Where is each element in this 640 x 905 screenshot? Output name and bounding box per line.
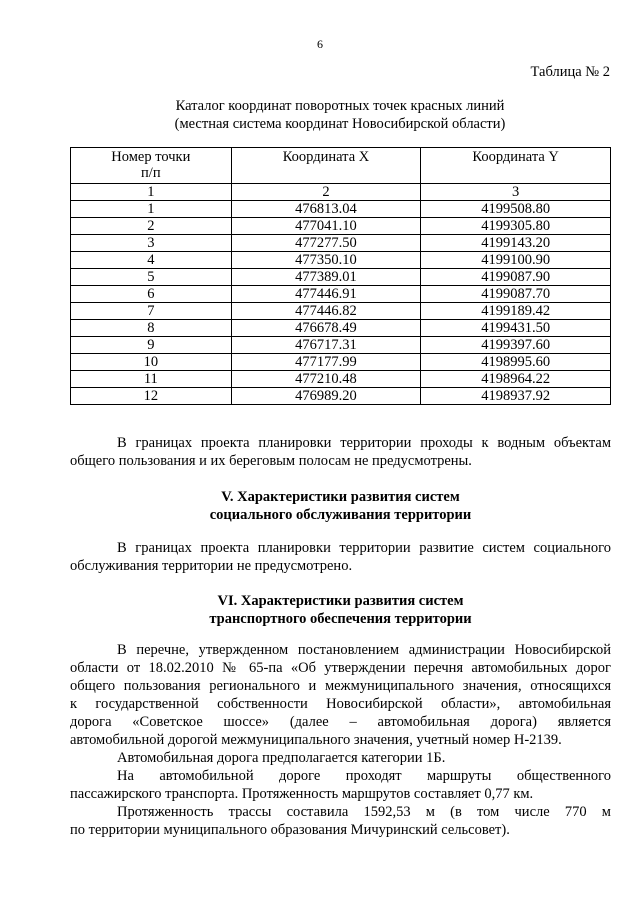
point-number-cell: 5 <box>71 269 232 286</box>
caption-line-2: (местная система координат Новосибирской области) <box>174 116 506 132</box>
paragraph-route-length: Протяженность трассы составила 1592,53 м (в том числе 770 м по территории муниципального образования Мичуринский сельсовет). <box>70 804 611 838</box>
section-6-heading: VI. Характеристики развития систем транспортного обеспечения территории <box>209 593 472 627</box>
table-row <box>71 303 611 320</box>
table-header-row <box>71 148 611 184</box>
coordinate-x-cell: 477446.82 <box>231 303 421 320</box>
table-row <box>71 388 611 405</box>
point-number-cell: 8 <box>71 320 232 337</box>
coordinate-y-cell: 4199305.80 <box>421 218 611 235</box>
paragraph-transit-routes: На автомобильной дороге проходят маршруты общественного пассажирского транспорта. Протяженность маршрутов составляет 0,77 км. <box>70 768 611 802</box>
table-row <box>71 337 611 354</box>
index-cell: 1 <box>71 184 232 201</box>
coordinate-y-cell: 4199143.20 <box>421 235 611 252</box>
header-coordinate-y: Координата Y <box>421 148 611 184</box>
paragraph-road-list: В перечне, утвержденном постановлением администрации Новосибирской области от 18.02.2010 № 65-па «Об утверждении перечня автомобильных дорог общего пользования регионального и межмуниципального значения, относящихся к государственной собственности Новосибирской области», автомобильная дорога «Советское шоссе» (далее – автомобильная дорога) является автомобильной дорогой межмуниципального значения, учетный номер Н-2139. <box>70 642 611 748</box>
point-number-cell: 11 <box>71 371 232 388</box>
point-number-cell: 10 <box>71 354 232 371</box>
coordinate-y-cell: 4199100.90 <box>421 252 611 269</box>
table-row <box>71 201 611 218</box>
coordinate-y-cell: 4198964.22 <box>421 371 611 388</box>
point-number-cell: 3 <box>71 235 232 252</box>
header-coordinate-x: Координата X <box>231 148 421 184</box>
table-row <box>71 269 611 286</box>
coordinate-y-cell: 4199087.90 <box>421 269 611 286</box>
coordinate-y-cell: 4199508.80 <box>421 201 611 218</box>
table-row <box>71 235 611 252</box>
table-row <box>71 354 611 371</box>
index-cell: 3 <box>421 184 611 201</box>
table-caption <box>70 97 610 133</box>
coordinate-y-cell: 4199189.42 <box>421 303 611 320</box>
paragraph-social-services: В границах проекта планировки территории развитие систем социального обслуживания территории не предусмотрено. <box>70 540 611 574</box>
header-point-number: Номер точки п/п <box>71 148 232 184</box>
table-label: Таблица № 2 <box>530 64 610 80</box>
index-cell: 2 <box>231 184 421 201</box>
point-number-cell: 4 <box>71 252 232 269</box>
coordinate-x-cell: 477277.50 <box>231 235 421 252</box>
caption-line-1: Каталог координат поворотных точек красных линий <box>175 98 505 114</box>
table-body <box>71 184 611 405</box>
coordinate-y-cell: 4199397.60 <box>421 337 611 354</box>
coordinate-x-cell: 477446.91 <box>231 286 421 303</box>
point-number-cell: 1 <box>71 201 232 218</box>
table-index-row <box>71 184 611 201</box>
section-5-heading: V. Характеристики развития систем социального обслуживания территории <box>209 489 472 523</box>
coordinate-y-cell: 4198937.92 <box>421 388 611 405</box>
coordinate-x-cell: 477177.99 <box>231 354 421 371</box>
table-row <box>71 218 611 235</box>
coordinate-x-cell: 477210.48 <box>231 371 421 388</box>
table-row <box>71 286 611 303</box>
coordinate-x-cell: 476717.31 <box>231 337 421 354</box>
point-number-cell: 2 <box>71 218 232 235</box>
coordinate-x-cell: 476813.04 <box>231 201 421 218</box>
coordinate-x-cell: 477389.01 <box>231 269 421 286</box>
coordinate-y-cell: 4199087.70 <box>421 286 611 303</box>
table-row <box>71 320 611 337</box>
coordinate-y-cell: 4199431.50 <box>421 320 611 337</box>
point-number-cell: 6 <box>71 286 232 303</box>
table-row <box>71 252 611 269</box>
coordinate-x-cell: 477041.10 <box>231 218 421 235</box>
point-number-cell: 12 <box>71 388 232 405</box>
table-row <box>71 371 611 388</box>
coordinate-x-cell: 476989.20 <box>231 388 421 405</box>
coordinate-y-cell: 4198995.60 <box>421 354 611 371</box>
paragraph-water-access: В границах проекта планировки территории проходы к водным объектам общего пользования и их береговым полосам не предусмотрены. <box>70 435 611 469</box>
page-number: 6 <box>317 37 323 51</box>
point-number-cell: 9 <box>71 337 232 354</box>
paragraph-road-category: Автомобильная дорога предполагается категории 1Б. <box>117 750 446 766</box>
point-number-cell: 7 <box>71 303 232 320</box>
coordinate-x-cell: 476678.49 <box>231 320 421 337</box>
coordinates-table <box>70 147 611 405</box>
coordinate-x-cell: 477350.10 <box>231 252 421 269</box>
